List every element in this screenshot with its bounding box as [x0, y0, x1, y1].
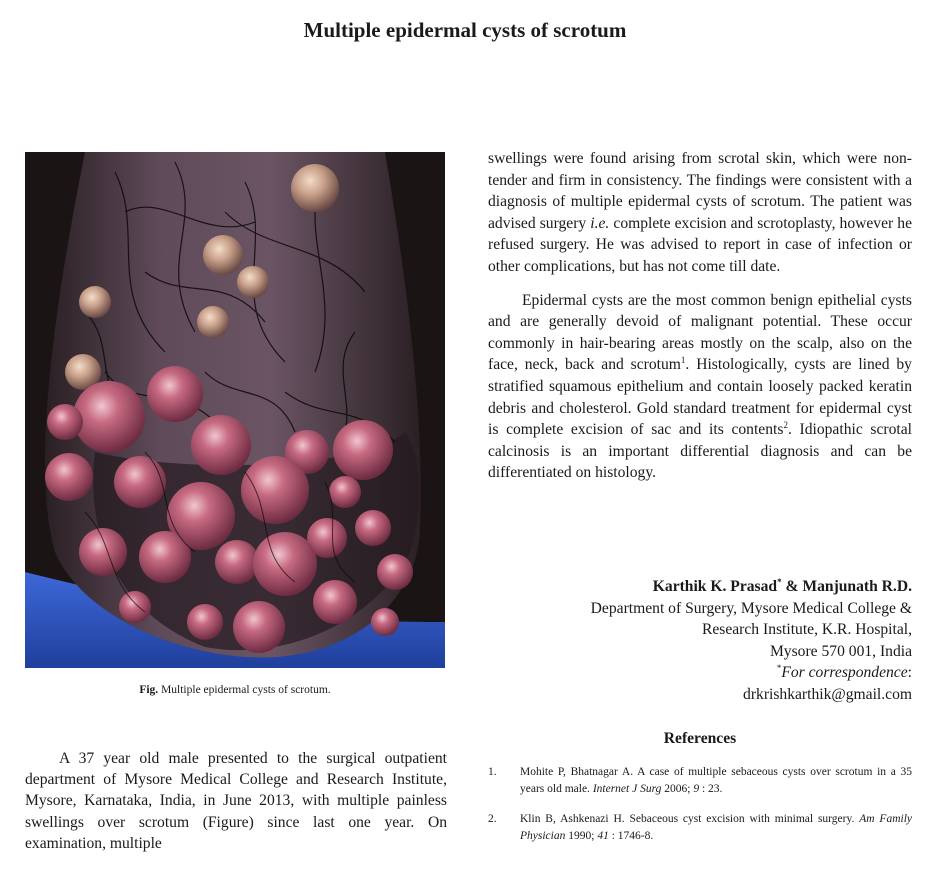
- right-column: [488, 148, 912, 484]
- figure-caption-text: Multiple epidermal cysts of scrotum.: [161, 684, 331, 696]
- left-column: [25, 748, 447, 854]
- reference-number: 2.: [488, 813, 497, 825]
- discussion-paragraph: [488, 290, 912, 484]
- figure-caption-label: Fig.: [139, 684, 159, 696]
- reference-text: Mohite P, Bhatnagar A. A case of multiple sebaceous cysts over scrotum in a 35 years old male.: [520, 766, 912, 795]
- figure-caption: [25, 684, 445, 696]
- reference-volume: 9: [693, 782, 700, 795]
- case-presentation-paragraph: A 37 year old male presented to the surgical outpatient department of Mysore Medical College and Research Institute, Mysore, Karnataka, India, in June 2013, with multiple painless swellings over scrotum (Figure) since last one year. On examination, multiple: [25, 750, 447, 852]
- case-continuation-paragraph: [488, 148, 912, 278]
- reference-item: [488, 764, 912, 797]
- author-block: [470, 576, 912, 706]
- para1-ie: i.e.: [590, 214, 610, 232]
- reference-pages: : 1746-8.: [608, 829, 654, 842]
- affiliation-line-3: Mysore 570 001, India: [769, 642, 912, 660]
- correspondence-email: drkrishkarthik@gmail.com: [743, 685, 912, 703]
- article-title: Multiple epidermal cysts of scrotum: [303, 18, 627, 42]
- para1-part-b: complete excision and scrotoplasty, however he refused surgery. He was advised to report in case of infection or other complications, but has not come till date.: [488, 214, 913, 275]
- para2-part-b: . Histologically, cysts are lined by stratified squamous epithelium and contain loosely packed keratin debris and cholesterol. Gold standard treatment for epidermal cyst is complete excision of sac and its contents: [488, 356, 912, 439]
- correspondence-line: [470, 662, 912, 684]
- para2-part-c: . Idiopathic scrotal calcinosis is an important differential diagnosis and can be differentiated on histology.: [488, 421, 912, 482]
- affiliation-line-2: Research Institute, K.R. Hospital,: [701, 621, 912, 639]
- reference-journal: Internet J Surg: [592, 782, 662, 795]
- correspondence-label: For correspondence: [781, 664, 908, 682]
- reference-item: [488, 811, 912, 844]
- citation-2: 2: [783, 419, 788, 430]
- reference-text: Klin B, Ashkenazi H. Sebaceous cyst excision with minimal surgery.: [520, 813, 860, 825]
- corr-asterisk: *: [776, 663, 782, 674]
- author-asterisk: *: [777, 576, 782, 587]
- citation-1: 1: [680, 355, 686, 366]
- references-heading: References: [663, 730, 737, 747]
- reference-journal: Am Family Physician: [520, 813, 912, 842]
- references-list: [488, 764, 912, 858]
- scrotum-photo-illustration: [25, 152, 445, 668]
- para1-part-a: swellings were found arising from scrotal skin, which were non-tender and firm in consistency. The findings were consistent with a diagnosis of multiple epidermal cysts of scrotum. The patient was advised surgery: [488, 150, 912, 232]
- reference-year: 1990;: [565, 829, 598, 842]
- author-names: [470, 576, 912, 598]
- affiliation-line-1: Department of Surgery, Mysore Medical College &: [590, 599, 912, 617]
- author-2: & Manjunath R.D.: [781, 578, 912, 595]
- para2-part-a: Epidermal cysts are the most common benign epithelial cysts and are generally devoid of malignant potential. These occur commonly in hair-bearing areas mostly on the scalp, also on the face, neck, back and scrotum: [488, 291, 912, 374]
- author-1: Karthik K. Prasad: [652, 578, 778, 595]
- reference-year: 2006;: [661, 782, 694, 795]
- reference-pages: : 23.: [699, 782, 723, 795]
- corr-colon: :: [907, 664, 912, 682]
- reference-number: 1.: [488, 766, 497, 778]
- clinical-photo: [25, 152, 445, 668]
- reference-volume: 41: [597, 829, 609, 842]
